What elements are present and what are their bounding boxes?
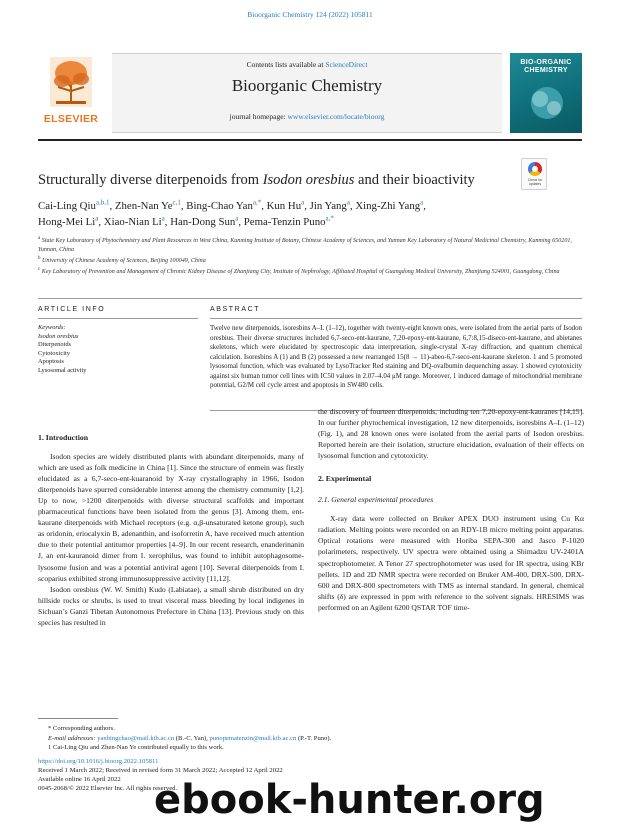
article-info-heading: ARTICLE INFO bbox=[38, 306, 106, 313]
experimental-paragraph: X-ray data were collected on Bruker APEX DUO instrument using Cu Kα radiation. Melting points were recorded on an RDY-1B micro melting point apparatus. Optical rotations were measured with Horiba SEPA-300 and Jasco P-1020 polarimeters, respectively. UV spectra were obtained using a Shimadzu UV-2401A spectrophotometer. A Tenor 27 spectrophotometer was used for IR spectra, using KBr pellets. 1D and 2D NMR spectra were recorded on Bruker AM-400, DRX-500, DRX-600 and DRX-800 spectrometers with TMS as internal standard. In general, chemical shifts (δ) are expressed in ppm with reference to the solvent signals. HRESIMS was performed on an Agilent 6200 QSTAR TOF time- bbox=[318, 514, 584, 612]
email-line: E-mail addresses: yanbingchao@mail.kib.ac.cn (B.-C. Yan), punopematenzin@mail.kib.ac.cn (P.-T. Puno). bbox=[48, 734, 332, 742]
author[interactable]: Hong-Mei Li$^a$ bbox=[38, 214, 99, 228]
author[interactable]: Kun Hu$^a$ bbox=[266, 198, 305, 212]
author[interactable]: Jin Yang$^a$ bbox=[309, 198, 350, 212]
keyword: Apoptosis bbox=[38, 358, 64, 366]
contents-line bbox=[112, 60, 502, 69]
homepage-line bbox=[112, 112, 502, 121]
history-line: Received 1 March 2022; Received in revised form 31 March 2022; Accepted 12 April 2022 bbox=[38, 767, 283, 775]
affiliation: $^b$ University of Chinese Academy of Sciences, Beijing 100049, China bbox=[38, 255, 206, 264]
title-species: Isodon oresbius bbox=[262, 172, 355, 188]
elsevier-logo[interactable] bbox=[38, 57, 104, 131]
author[interactable]: Cai-Ling Qiu$^{a,b,1}$ bbox=[38, 198, 110, 212]
author[interactable]: Han-Dong Sun$^a$ bbox=[170, 214, 239, 228]
intro-paragraph-continued: the discovery of fourteen diterpenoids, including ten 7,20-epoxy-ent-kauranes [14,15]. In our further phytochemical investigation, 12 new diterpenoids, isoresbins A–L (1–12) (Fig. 1), and 28 known ones were isolated from the aerial parts of Isodon oresbius. Reported herein are their isolation, structure elucidation, evaluation of their effects on lysosomal function and cytotoxicity. bbox=[318, 407, 584, 461]
equal-contribution-note: 1 Cai-Ling Qiu and Zhen-Nan Ye contributed equally to this work. bbox=[48, 744, 224, 751]
corresponding-note: * Corresponding authors. bbox=[48, 725, 115, 732]
affiliations bbox=[38, 235, 582, 277]
check-updates-icon bbox=[528, 162, 542, 176]
author[interactable]: Zhen-Nan Ye$^{c,1}$ bbox=[114, 198, 181, 212]
author[interactable]: Xiao-Nian Li$^a$ bbox=[103, 214, 165, 228]
abstract-text: Twelve new diterpenoids, isoresbins A–L (1–12), together with twenty-eight known ones, were isolated from the aerial parts of Isodon oresbius. Their diverse structures included 6,7-seco-ent-kaurane, 7,20-epoxy-ent-kaurane, 6,7:8,15-diseco-ent-kaurane, and abietanes skeletons, which were elucidated by spectroscopic data interpretation, single-crystal X-ray diffraction, and quantum chemical calculation. Isoresbins A (1) and B (2) possessed a new rearranged 15(8 → 11)-abeo-6,7-seco-ent-kaurane skeleton. 1 and 5 promoted lysosomal function, which was evaluated by LysoTracker Red staining and DQ-ovalbumin dequenching assay. 1 showed cytotoxicity against six human tumor cell lines with IC50 values in 2.07–4.04 μM range. Moreover, 1 induced damage of mitochondrial membrane potential, G2/M cell cycle arrest and apoptosis in SW480 cells. bbox=[210, 325, 582, 390]
author[interactable]: Pema-Tenzin Puno$^{a,*}$ bbox=[243, 214, 334, 228]
journal-name: Bioorganic Chemistry bbox=[231, 76, 383, 95]
affiliations-rule bbox=[38, 298, 582, 299]
online-line: Available online 16 April 2022 bbox=[38, 776, 121, 784]
cover-artwork bbox=[524, 83, 570, 123]
keywords-box bbox=[38, 324, 193, 376]
title-part-2: and their bioactivity bbox=[354, 172, 475, 188]
journal-header-box bbox=[112, 53, 502, 133]
footnotes bbox=[38, 724, 458, 753]
introduction-heading: 1. Introduction bbox=[38, 433, 89, 442]
email-link[interactable]: yanbingchao@mail.kib.ac.cn bbox=[97, 734, 175, 742]
doi-link[interactable]: https://doi.org/10.1016/j.bioorg.2022.105811 bbox=[38, 758, 159, 765]
body-right-column bbox=[318, 406, 584, 613]
sciencedirect-link[interactable]: ScienceDirect bbox=[325, 60, 368, 69]
abstract-rule bbox=[210, 318, 582, 319]
homepage-prefix: journal homepage: bbox=[229, 112, 288, 121]
email-link[interactable]: punopematenzin@mail.kib.ac.cn bbox=[209, 734, 297, 742]
journal-cover-image[interactable] bbox=[510, 53, 582, 133]
title-part-1: Structurally diverse diterpenoids from bbox=[38, 172, 263, 188]
keyword: Isodon oresbius bbox=[38, 332, 79, 340]
contents-prefix: Contents lists available at bbox=[246, 60, 326, 69]
affiliation: $^c$ Key Laboratory of Prevention and Management of Chronic Kidney Disease of Zhanjiang City, Institute of Nephrology, Affiliated Hospital of Guangdong Medical University, Zhanjiang 524001, Guangdong, China bbox=[38, 267, 560, 276]
intro-paragraph: Isodon species are widely distributed plants with abundant diterpenoids, many of which are used as folk medicine in China [1]. Since the structure of enmein was firstly elucidated as a 6,7-seco-ent-kuaranoid by X-ray crystallography in 1966, Isodon diterpenoids have spurred considerable interest among the chemistry community [1,2]. Up to now, >1200 diterpenoids with diverse structural scaffolds and important pharmaceutical functions have been isolated from the genus [3]. Among them, ent-kaurane diterpenoids with Michael receptors (e.g. α,β-unsaturated ketone group), such as oridonin, eriocalyxin B, adenanthin, and isoforretin A, have received much attention due to their potential antitumor properties [4–9]. In our recent research, enanderinanin J, an ent-kauranoid dimer from I. xerophilus, was found to inhibit autophagosome-lysosome fusion and was a potential antiviral agent [10]. Several diterpenoids from I. scoparius exhibited strong immunosuppressive activity [11,12]. bbox=[38, 452, 304, 583]
keyword: Lysosomal activity bbox=[38, 366, 87, 374]
journal-citation[interactable]: Bioorganic Chemistry 124 (2022) 105811 bbox=[247, 10, 373, 19]
author[interactable]: Bing-Chao Yan$^{a,*}$ bbox=[186, 198, 262, 212]
intro-paragraph: Isodon oresbius (W. W. Smith) Kudo (Labiatae), a small shrub distributed on dry hillside rocks or shrubs, is used to treat visceral mass bleeding by local indigenes in Sichuan’s Ganzi Tibetan Autonomous Prefecture in China [13]. Previous study on this species has resulted in bbox=[38, 584, 304, 627]
keywords-label: Keywords: bbox=[38, 324, 66, 331]
watermark-text: ebook-hunter.org bbox=[154, 777, 545, 823]
check-updates-label: Check for updates bbox=[527, 178, 543, 186]
body-left-column bbox=[38, 432, 304, 628]
header-rule bbox=[38, 139, 582, 141]
article-info-rule bbox=[38, 318, 198, 319]
experimental-heading: 2. Experimental bbox=[318, 474, 372, 484]
copyright-line: 0045-2068/© 2022 Elsevier Inc. All rights reserved. bbox=[38, 785, 178, 793]
journal-homepage-link[interactable]: www.elsevier.com/locate/bioorg bbox=[287, 112, 385, 121]
abstract-heading: ABSTRACT bbox=[210, 306, 261, 313]
author[interactable]: Xing-Zhi Yang$^a$ bbox=[355, 198, 424, 212]
cover-title: BIO-ORGANIC CHEMISTRY bbox=[520, 59, 572, 74]
check-for-updates-button[interactable] bbox=[521, 158, 547, 190]
keyword: Diterpenoids bbox=[38, 341, 72, 349]
footnote-rule bbox=[38, 718, 118, 719]
elsevier-tree-icon bbox=[50, 57, 92, 107]
affiliation: $^a$ State Key Laboratory of Phytochemistry and Plant Resources in West China, Kunming Institute of Botany, Chinese Academy of Sciences, and Yunnan Key Laboratory of Natural Medicinal Chemistry, Kunming 650201, Yunnan, China bbox=[38, 236, 572, 253]
article-title bbox=[38, 172, 518, 189]
masthead bbox=[38, 53, 582, 133]
elsevier-wordmark: ELSEVIER bbox=[43, 113, 99, 125]
experimental-subheading: 2.1. General experimental procedures bbox=[318, 495, 434, 505]
keyword: Cytotoxicity bbox=[38, 349, 70, 357]
author-list: Cai-Ling Qiu$^{a,b,1}$, Zhen-Nan Ye$^{c,1}$, Bing-Chao Yan$^{a,*}$, Kun Hu$^a$, Jin Yang$^a$, Xing-Zhi Yang$^a$, Hong-Mei Li$^a$, Xiao-Nian Li$^a$, Han-Dong Sun$^a$, Pema-Tenzin Puno$^{a,*}$ bbox=[38, 198, 426, 228]
